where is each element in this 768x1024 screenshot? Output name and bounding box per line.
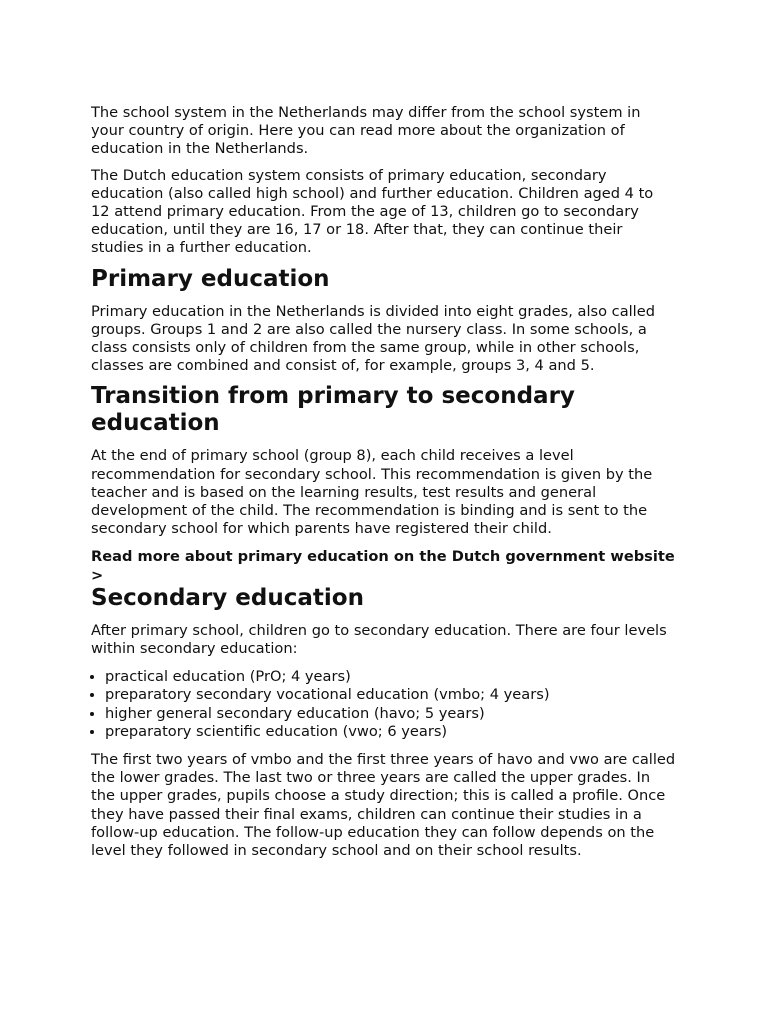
intro-paragraph-1: The school system in the Netherlands may differ from the school system in your country of origin. Here you can read more about the organization of education in the Netherlands.: [91, 104, 641, 158]
secondary-levels-list: [77, 668, 676, 741]
primary-education-heading: Primary education: [91, 265, 330, 292]
government-website-link[interactable]: Read more about primary education on the Dutch government website >: [91, 548, 675, 584]
secondary-education-paragraph-2: The first two years of vmbo and the first three years of havo and vwo are called the lower grades. The last two or three years are called the upper grades. In the upper grades, pupils choose a study direction; this is called a profile. Once they have passed their final exams, children can continue their studies in a follow-up education. The follow-up education they can follow depends on the level they followed in secondary school and on their school results.: [91, 751, 676, 860]
secondary-education-heading: Secondary education: [91, 584, 364, 611]
list-item: • preparatory scientific education (vwo; 6 years): [105, 723, 676, 741]
transition-paragraph: At the end of primary school (group 8), each child receives a level recommendation for secondary school. This recommendation is given by the teacher and is based on the learning results, test results and general development of the child. The recommendation is binding and is sent to the secondary school for which parents have registered their child.: [91, 447, 653, 538]
intro-paragraph-2: The Dutch education system consists of primary education, secondary education (also called high school) and further education. Children aged 4 to 12 attend primary education. From the age of 13, children go to secondary education, until they are 16, 17 or 18. After that, they can continue their studies in a further education.: [91, 166, 654, 257]
government-website-link-paragraph: [91, 548, 676, 584]
primary-education-paragraph: Primary education in the Netherlands is divided into eight grades, also called groups. Groups 1 and 2 are also called the nursery class. In some schools, a class consists only of children from the same group, while in other schools, classes are combined and consist of, for example, groups 3, 4 and 5.: [91, 302, 655, 375]
list-item: • preparatory secondary vocational education (vmbo; 4 years): [105, 686, 676, 704]
document-page: [91, 104, 676, 868]
secondary-education-paragraph-1: After primary school, children go to secondary education. There are four levels within secondary education:: [91, 621, 667, 658]
list-item: • practical education (PrO; 4 years): [105, 668, 676, 686]
transition-heading: Transition from primary to secondary education: [91, 383, 575, 437]
list-item: • higher general secondary education (havo; 5 years): [105, 705, 676, 723]
